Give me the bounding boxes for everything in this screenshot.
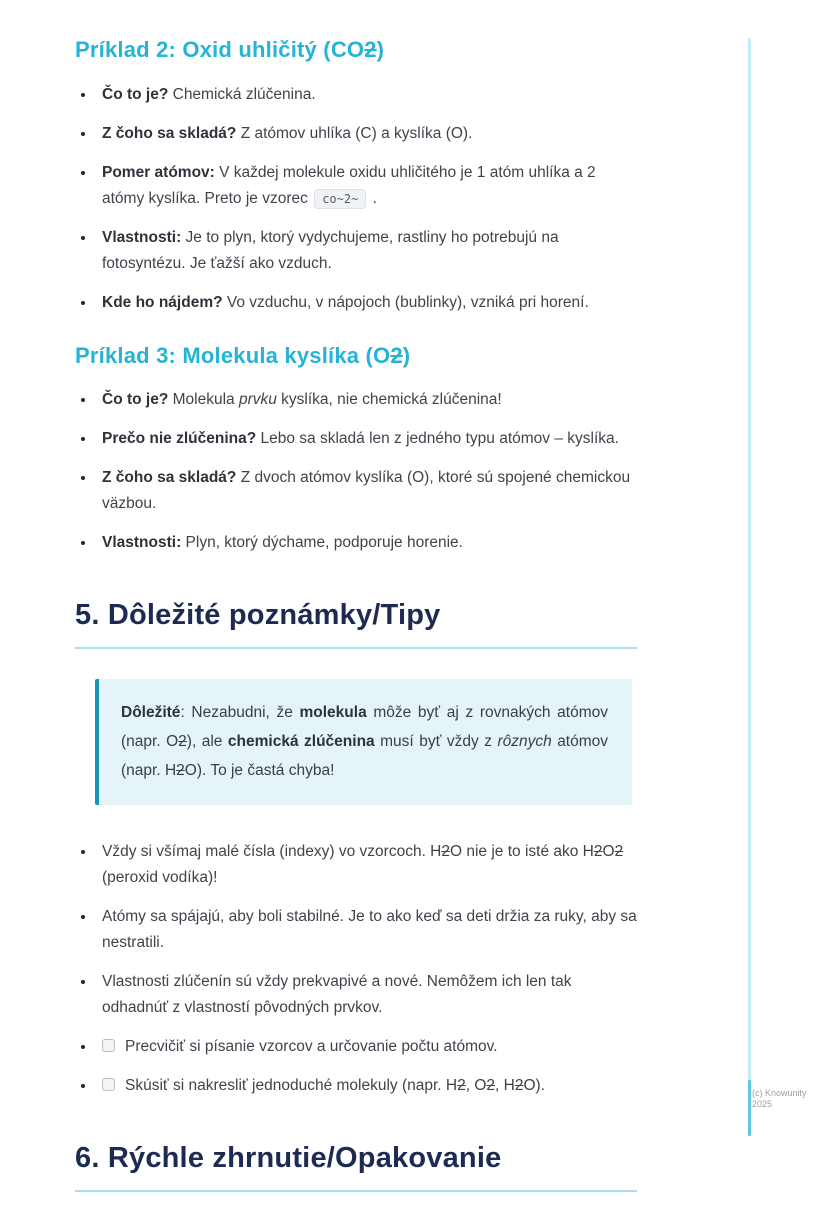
list-item: • Prečo nie zlúčenina? Lebo sa skladá len z jedného typu atómov – kyslíka.	[96, 426, 637, 452]
section-divider	[75, 647, 637, 649]
section-divider	[75, 1190, 637, 1192]
bullet-list-priklad-3	[75, 387, 637, 556]
list-item: • Čo to je? Chemická zlúčenina.	[96, 82, 637, 108]
page-edge-rule	[748, 38, 751, 1136]
checklist-item-label: Skúsiť si nakresliť jednoduché molekuly (napr. H2, O2, H2O).	[125, 1077, 546, 1095]
list-item: • Atómy sa spájajú, aby boli stabilné. Je to ako keď sa deti držia za ruky, aby sa nestratili.	[96, 904, 637, 956]
checklist-item	[96, 1073, 637, 1099]
document-content	[75, 36, 637, 1222]
scrollbar-thumb[interactable]	[748, 1080, 751, 1136]
checkbox[interactable]	[102, 1078, 115, 1091]
list-item: • Čo to je? Molekula prvku kyslíka, nie chemická zlúčenina!	[96, 387, 637, 413]
heading-priklad-3: Príklad 3: Molekula kyslíka (O2)	[75, 342, 411, 368]
callout-text: Dôležité: Nezabudni, že molekula môže byť aj z rovnakých atómov (napr. O2), ale chemická zlúčenina musí byť vždy z rôznych atómov (napr. H2O). To je častá chyba!	[121, 704, 609, 779]
list-item: • Vlastnosti: Plyn, ktorý dýchame, podporuje horenie.	[96, 530, 637, 556]
list-item: • Vlastnosti: Je to plyn, ktorý vydychujeme, rastliny ho potrebujú na fotosyntézu. Je ťažší ako vzduch.	[96, 225, 637, 277]
list-item: • Kde ho nájdem? Vo vzduchu, v nápojoch (bublinky), vzniká pri horení.	[96, 290, 637, 316]
bullet-list-tips	[75, 839, 637, 1099]
heading-section-5: 5. Dôležité poznámky/Tipy	[75, 599, 441, 632]
checkbox[interactable]	[102, 1039, 115, 1052]
inline-code-chip: co~2~	[314, 189, 366, 209]
list-item: • Vždy si všímaj malé čísla (indexy) vo vzorcoch. H2O nie je to isté ako H2O2 (peroxid vodíka)!	[96, 839, 637, 891]
list-item: • Z čoho sa skladá? Z atómov uhlíka (C) a kyslíka (O).	[96, 121, 637, 147]
list-item: • Z čoho sa skladá? Z dvoch atómov kyslíka (O), ktoré sú spojené chemickou väzbou.	[96, 465, 637, 517]
list-item: • Vlastnosti zlúčenín sú vždy prekvapivé a nové. Nemôžem ich len tak odhadnúť z vlastností pôvodných prvkov.	[96, 969, 637, 1021]
checklist-item	[96, 1034, 637, 1060]
list-item: • Pomer atómov: V každej molekule oxidu uhličitého je 1 atóm uhlíka a 2 atómy kyslíka. Preto je vzorec co~2~ .	[96, 160, 637, 212]
heading-section-6: 6. Rýchle zhrnutie/Opakovanie	[75, 1142, 502, 1175]
checklist-item-label: Precvičiť si písanie vzorcov a určovanie počtu atómov.	[125, 1038, 498, 1056]
callout-dolezite	[95, 679, 632, 805]
heading-priklad-2: Príklad 2: Oxid uhličitý (CO2)	[75, 37, 385, 62]
copyright: (c) Knowunity 2025	[752, 1088, 807, 1109]
bullet-list-priklad-2	[75, 82, 637, 316]
